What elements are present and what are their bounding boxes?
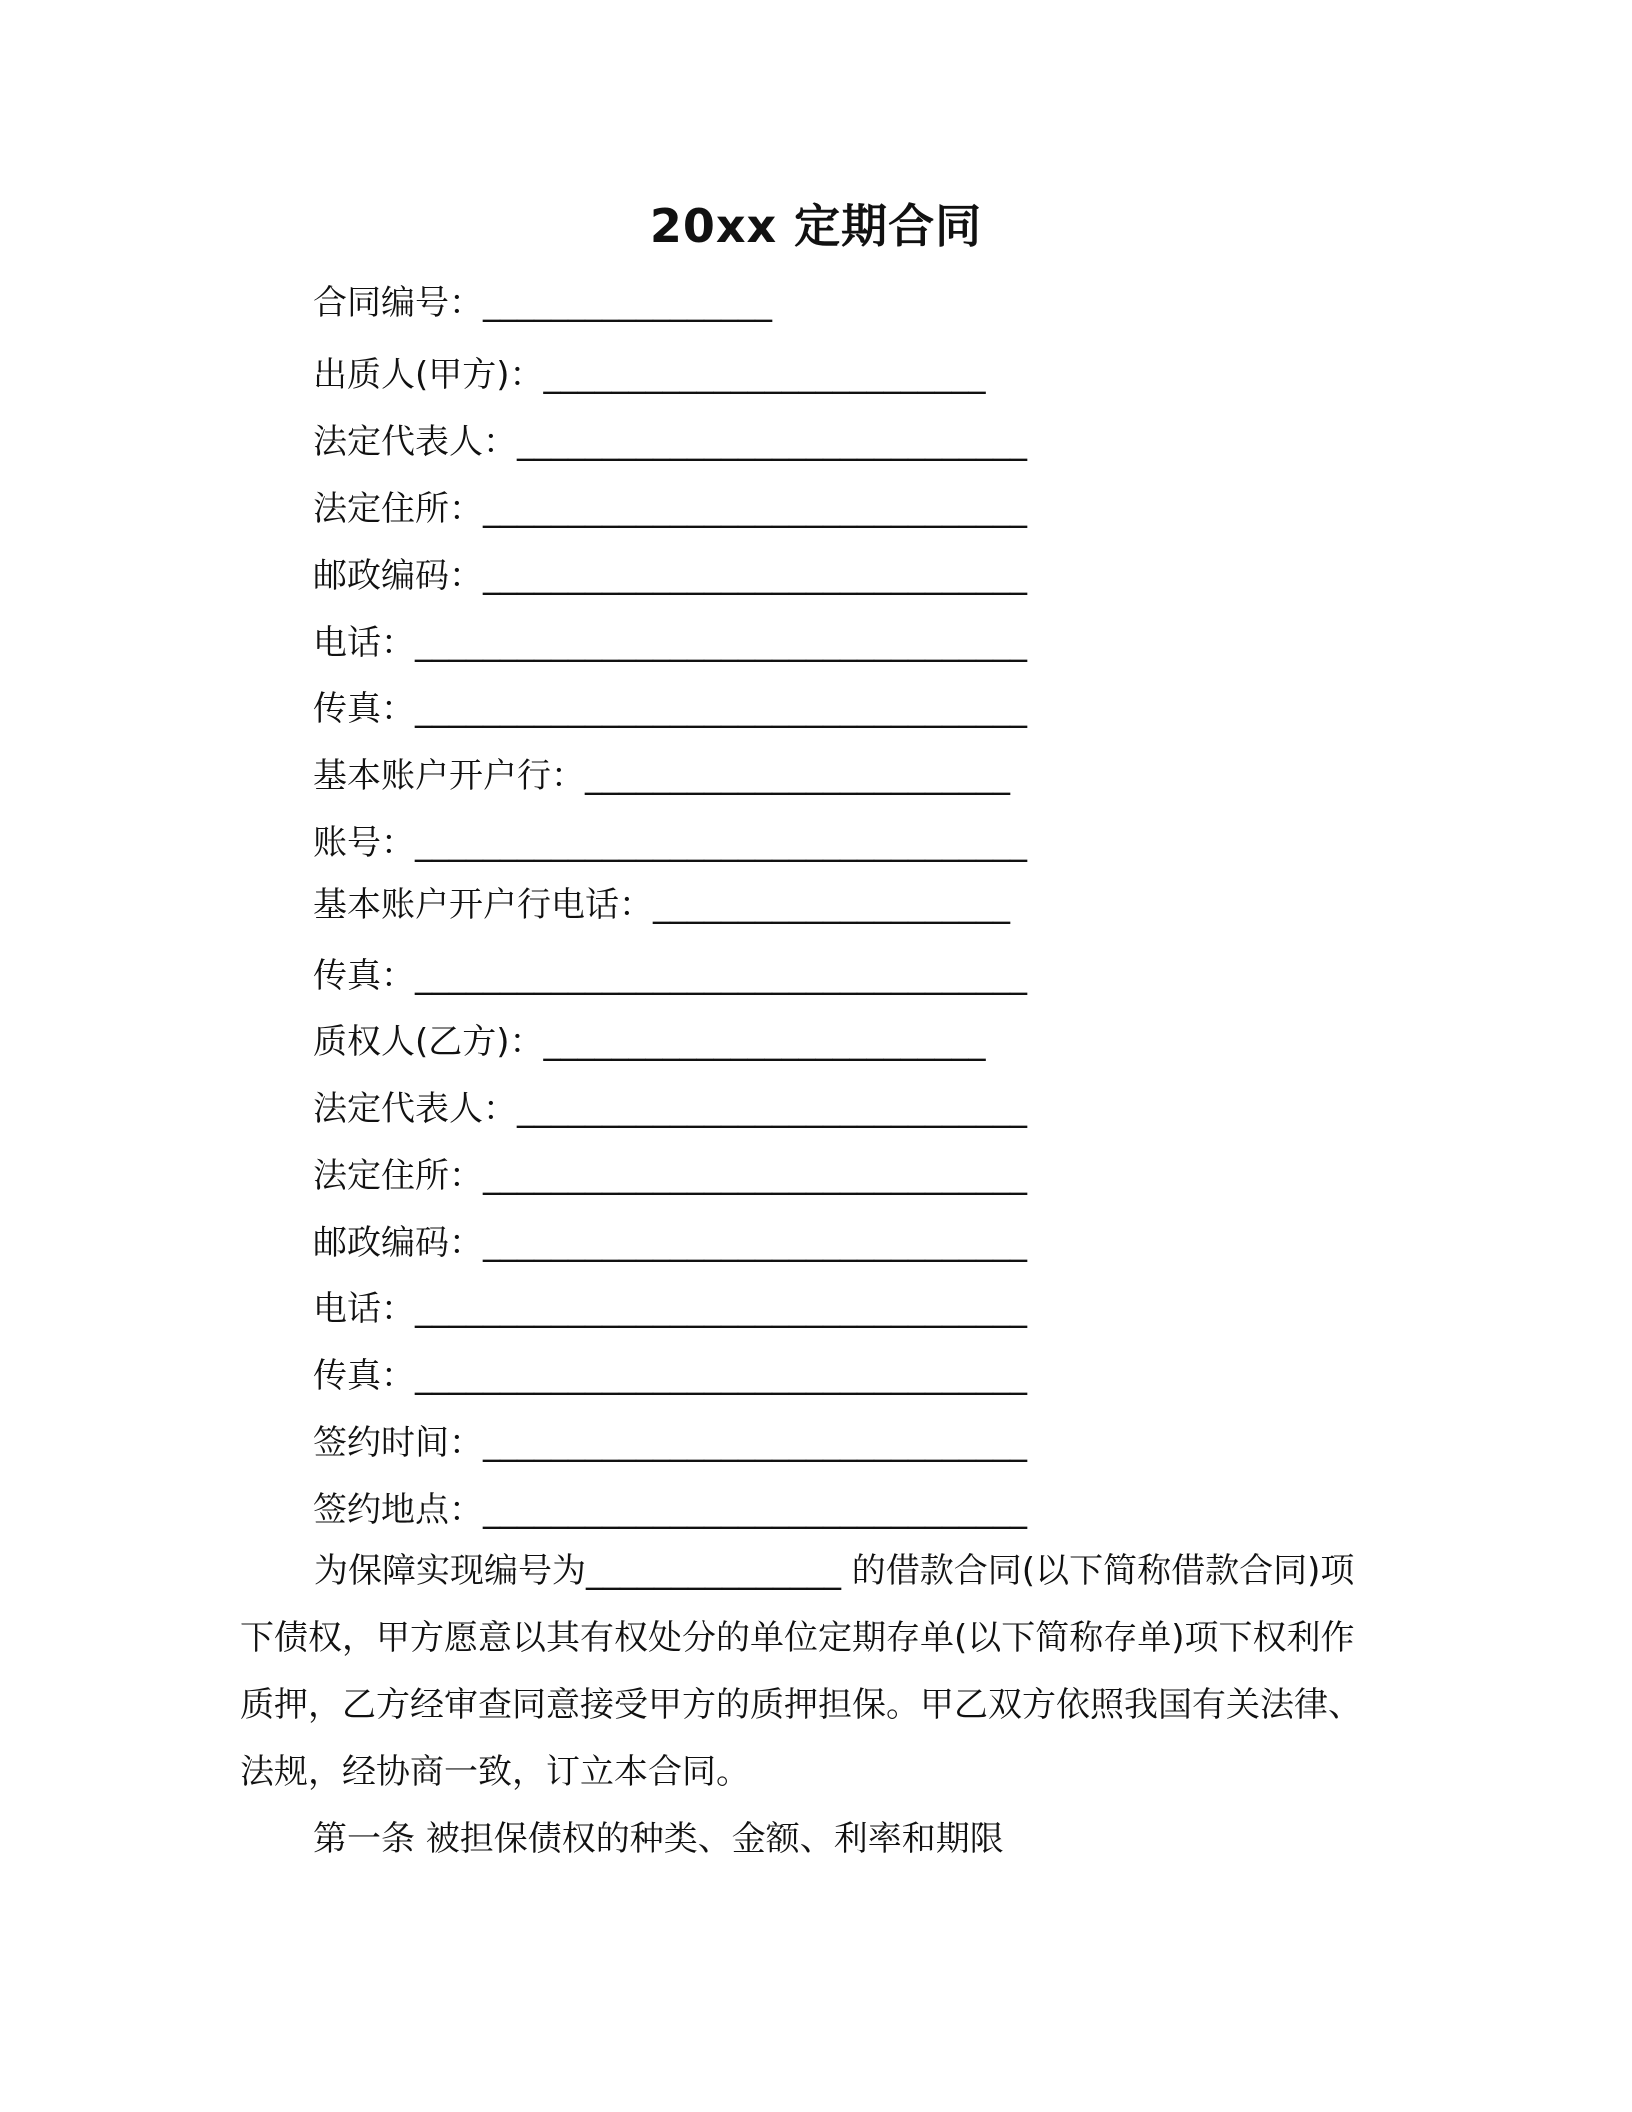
- field-label: 传真：: [313, 689, 415, 729]
- document-title: 20xx 定期合同: [649, 199, 983, 253]
- field-label: 电话：: [313, 1289, 415, 1329]
- field-blank: ________________________________: [483, 556, 1027, 596]
- field-blank: ______________________________: [517, 422, 1027, 462]
- field-blank: ________________________________: [483, 1223, 1027, 1263]
- field-signing-place: [313, 1485, 1027, 1535]
- field-phone-a: [313, 618, 1027, 668]
- field-label: 传真：: [313, 1356, 415, 1396]
- field-bank-phone: [313, 880, 1010, 930]
- field-blank: __________________________: [543, 1022, 986, 1062]
- field-label: 邮政编码：: [313, 1223, 483, 1263]
- field-blank: ____________________________________: [415, 1289, 1027, 1329]
- field-legal-address-b: [313, 1151, 1027, 1201]
- field-blank: _____________________: [653, 885, 1010, 925]
- field-blank: ____________________________________: [415, 956, 1027, 996]
- field-label: 签约时间：: [313, 1423, 483, 1463]
- field-label: 法定代表人：: [313, 422, 517, 462]
- field-fax-a: [313, 684, 1027, 734]
- field-blank: _________________________: [585, 756, 1010, 796]
- field-bank-fax: [313, 951, 1027, 1001]
- field-label: 电话：: [313, 623, 415, 663]
- field-fax-b: [313, 1351, 1027, 1401]
- field-blank: _________________: [483, 283, 772, 323]
- field-blank: ________________________________: [483, 1156, 1027, 1196]
- intro-paragraph: 为保障实现编号为_______________ 的借款合同(以下简称借款合同)项下债权，甲方愿意以其有权处分的单位定期存单(以下简称存单)项下权利作质押，乙方经审查同意接受甲方的质押担保。甲乙双方依照我国有关法律、法规，经协商一致，订立本合同。: [240, 1551, 1362, 1792]
- field-label: 合同编号：: [313, 283, 483, 323]
- field-pledgor: [313, 350, 986, 400]
- article-1-heading: 第一条 被担保债权的种类、金额、利率和期限: [313, 1819, 1004, 1859]
- field-label: 签约地点：: [313, 1490, 483, 1530]
- field-blank: ________________________________: [483, 1490, 1027, 1530]
- field-legal-address-a: [313, 484, 1027, 534]
- field-label: 邮政编码：: [313, 556, 483, 596]
- field-label: 法定代表人：: [313, 1089, 517, 1129]
- field-legal-representative-b: [313, 1084, 1027, 1134]
- field-blank: ______________________________: [517, 1089, 1027, 1129]
- field-label: 基本账户开户行电话：: [313, 885, 653, 925]
- field-pledgee: [313, 1017, 986, 1067]
- field-blank: ____________________________________: [415, 823, 1027, 863]
- field-phone-b: [313, 1284, 1027, 1334]
- field-blank: ________________________________: [483, 489, 1027, 529]
- field-label: 出质人(甲方)：: [313, 355, 544, 395]
- field-label: 传真：: [313, 956, 415, 996]
- field-blank: ____________________________________: [415, 623, 1027, 663]
- field-label: 法定住所：: [313, 1156, 483, 1196]
- field-label: 基本账户开户行：: [313, 756, 585, 796]
- field-postal-code-a: [313, 551, 1027, 601]
- field-label: 法定住所：: [313, 489, 483, 529]
- field-label: 账号：: [313, 823, 415, 863]
- field-postal-code-b: [313, 1218, 1027, 1268]
- field-signing-time: [313, 1418, 1027, 1468]
- field-blank: ____________________________________: [415, 1356, 1027, 1396]
- field-account-number: [313, 818, 1027, 868]
- field-contract-number: [313, 278, 772, 328]
- field-blank: __________________________: [543, 355, 986, 395]
- field-blank: ____________________________________: [415, 689, 1027, 729]
- field-bank-name: [313, 751, 1010, 801]
- field-legal-representative-a: [313, 417, 1027, 467]
- field-label: 质权人(乙方)：: [313, 1022, 544, 1062]
- field-blank: ________________________________: [483, 1423, 1027, 1463]
